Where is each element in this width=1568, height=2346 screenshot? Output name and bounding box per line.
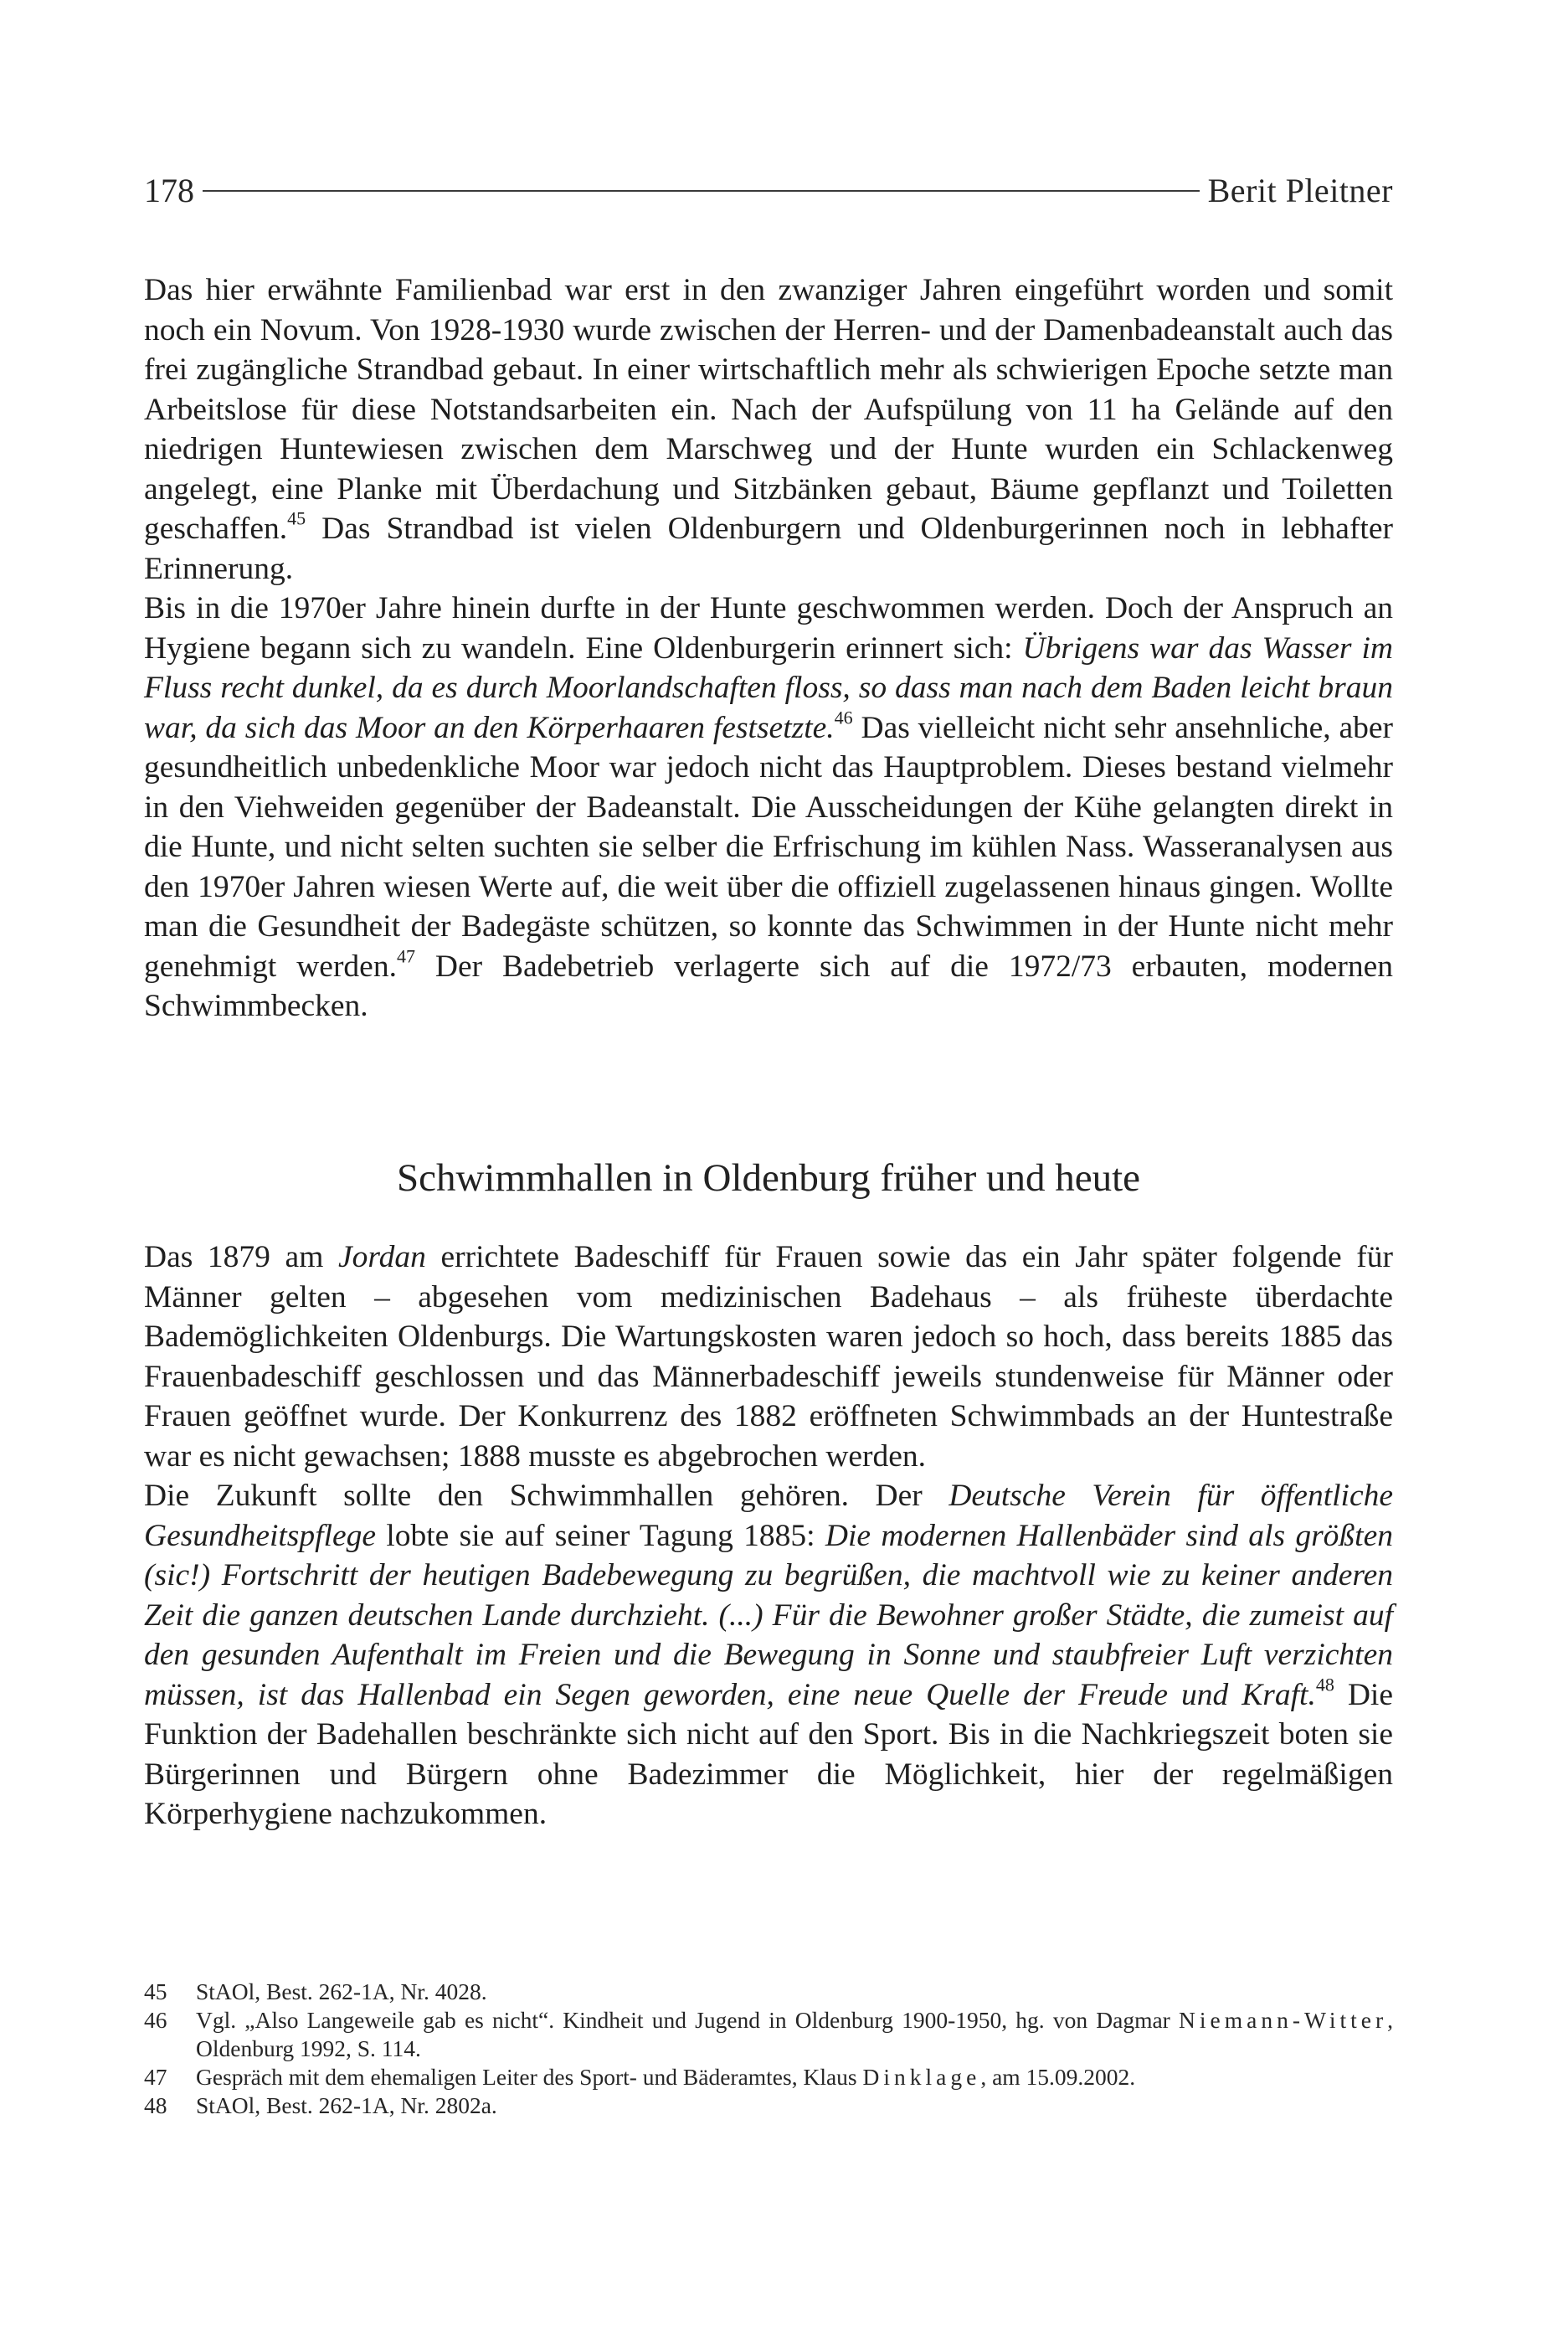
paragraph bbox=[144, 1237, 1393, 1476]
paragraph-text: Das hier erwähnte Familienbad war erst in den zwanziger Jahren eingeführt worden und somit noch ein Novum. Von 1928-1930 wurde zwischen der Herren- und der Damenbadeanstalt auch das frei zugängliche Strandbad gebaut. In einer wirtschaftlich mehr als schwierigen Epoche setzte man Arbeitslose für diese Notstandsarbeiten ein. Nach der Aufspülung von 11 ha Gelände auf den niedrigen Huntewiesen zwischen dem Marschweg und der Hunte wurden ein Schlackenweg angelegt, eine Planke mit Überdachung und Sitzbänken gebaut, Bäume gepflanzt und Toiletten geschaffen. bbox=[144, 273, 1393, 546]
footnote-ref: 48 bbox=[1315, 1674, 1334, 1695]
footnote bbox=[144, 1978, 1393, 2006]
body-text-block bbox=[144, 1237, 1393, 1834]
footnote bbox=[144, 2063, 1393, 2091]
footnote-number: 47 bbox=[144, 2064, 167, 2090]
italic-term: Jordan bbox=[337, 1240, 426, 1274]
paragraph-text: Die Funktion der Badehallen beschränkte sich nicht auf den Sport. Bis in die Nachkriegszeit boten sie Bürgerinnen und Bürgern ohne Badezimmer die Möglichkeit, hier der regelmäßigen Körperhygiene nachzukommen. bbox=[144, 1677, 1393, 1831]
running-head bbox=[144, 165, 1393, 215]
footnote-text: StAOl, Best. 262-1A, Nr. 4028. bbox=[196, 1978, 487, 2004]
paragraph-text: lobte sie auf seiner Tagung 1885: bbox=[376, 1518, 825, 1553]
paragraph-text: Das vielleicht nicht sehr ansehnliche, aber gesundheitlich unbedenkliche Moor war jedoch nicht das Hauptproblem. Dieses bestand vielmehr in den Viehweiden gegenüber der Badeanstalt. Die Ausscheidungen der Kühe gelangten direkt in die Hunte, und nicht selten suchten sie selber die Erfrischung im kühlen Nass. Wasseranalysen aus den 1970er Jahren wiesen Werte auf, die weit über die offiziell zugelassenen hinaus gingen. Wollte man die Gesundheit der Badegäste schützen, so konnte das Schwimmen in der Hunte nicht mehr genehmigt werden. bbox=[144, 710, 1393, 984]
paragraph-text: Das 1879 am bbox=[144, 1240, 338, 1274]
page-number: 178 bbox=[144, 171, 194, 209]
footnote bbox=[144, 2006, 1393, 2063]
footnote-text bbox=[196, 2006, 1393, 2063]
footnote-ref: 46 bbox=[834, 707, 853, 728]
footnote-number: 46 bbox=[144, 2007, 167, 2033]
footnote bbox=[144, 2091, 1393, 2120]
editor-name: Niemann-Witter bbox=[1179, 2007, 1388, 2033]
footnote-ref: 47 bbox=[396, 945, 415, 966]
paragraph bbox=[144, 1476, 1393, 1834]
footnote-text-part: , am 15.09.2002. bbox=[980, 2064, 1136, 2090]
section-heading: Schwimmhallen in Oldenburg früher und heute bbox=[396, 1156, 1141, 1200]
footnote-text bbox=[196, 2063, 1393, 2091]
footnote-number: 48 bbox=[144, 2092, 167, 2118]
body-text-block bbox=[144, 270, 1393, 1026]
paragraph-text: Bis in die 1970er Jahre hinein durfte in der Hunte geschwommen werden. Doch der Anspruch an Hygiene begann sich zu wandeln. Eine Oldenburgerin erinnert sich: bbox=[144, 591, 1393, 666]
footnote-text-part: Vgl. „Also Langeweile gab es nicht“. Kindheit und Jugend in Oldenburg 1900-1950, hg. von Dagmar bbox=[196, 2007, 1180, 2033]
footnote-text: StAOl, Best. 262-1A, Nr. 2802a. bbox=[196, 2092, 497, 2118]
paragraph-text: errichtete Badeschiff für Frauen sowie das ein Jahr später folgende für Männer gelten – abgesehen vom medizinischen Badehaus – als früheste überdachte Bademöglichkeiten Oldenburgs. Die Wartungskosten waren jedoch so hoch, dass bereits 1885 das Frauenbadeschiff geschlossen und das Männerbadeschiff jeweils stundenweise für Männer oder Frauen geöffnet wurde. Der Konkurrenz des 1882 eröffneten Schwimmbads an der Huntestraße war es nicht gewachsen; 1888 musste es abgebrochen werden. bbox=[144, 1240, 1393, 1474]
footnote-ref: 45 bbox=[287, 507, 306, 529]
paragraph-text: Der Badebetrieb verlagerte sich auf die 1972/73 erbauten, modernen Schwimmbecken. bbox=[144, 949, 1394, 1023]
footnote-text-part: , Oldenburg 1992, S. 114. bbox=[196, 2007, 1393, 2061]
paragraph bbox=[144, 589, 1393, 1026]
person-name: Dinklage bbox=[862, 2064, 981, 2090]
paragraph bbox=[144, 270, 1393, 589]
header-rule bbox=[203, 190, 1200, 192]
paragraph-text: Die Zukunft sollte den Schwimmhallen gehören. Der bbox=[144, 1479, 949, 1513]
quotation: Die modernen Hallenbäder sind als größten (sic!) Fortschritt der heutigen Badebewegung zu begrüßen, die machtvoll wie zu keiner anderen Zeit die ganzen deutschen Lande durchzieht. (...) Für die Bewohner großer Städte, die zumeist auf den gesunden Aufenthalt im Freien und die Bewegung in Sonne und staubfreier Luft verzichten müssen, ist das Hallenbad ein Segen geworden, eine neue Quelle der Freude und Kraft. bbox=[144, 1518, 1393, 1712]
footnote-text-part: Gespräch mit dem ehemaligen Leiter des Sport- und Bäderamtes, Klaus bbox=[196, 2064, 863, 2090]
footnote-number: 45 bbox=[144, 1978, 167, 2004]
paragraph-text: Das Strandbad ist vielen Oldenburgern und Oldenburgerinnen noch in lebhafter Erinnerung. bbox=[144, 512, 1393, 586]
footnotes bbox=[144, 1978, 1393, 2120]
italic-term: Deutsche Verein für öffentliche Gesundheitspflege bbox=[144, 1479, 1393, 1553]
quotation: Übrigens war das Wasser im Fluss recht dunkel, da es durch Moorlandschaften floss, so dass man nach dem Baden leicht braun war, da sich das Moor an den Körperhaaren festsetzte. bbox=[144, 630, 1393, 745]
running-head-author: Berit Pleitner bbox=[1207, 171, 1393, 209]
